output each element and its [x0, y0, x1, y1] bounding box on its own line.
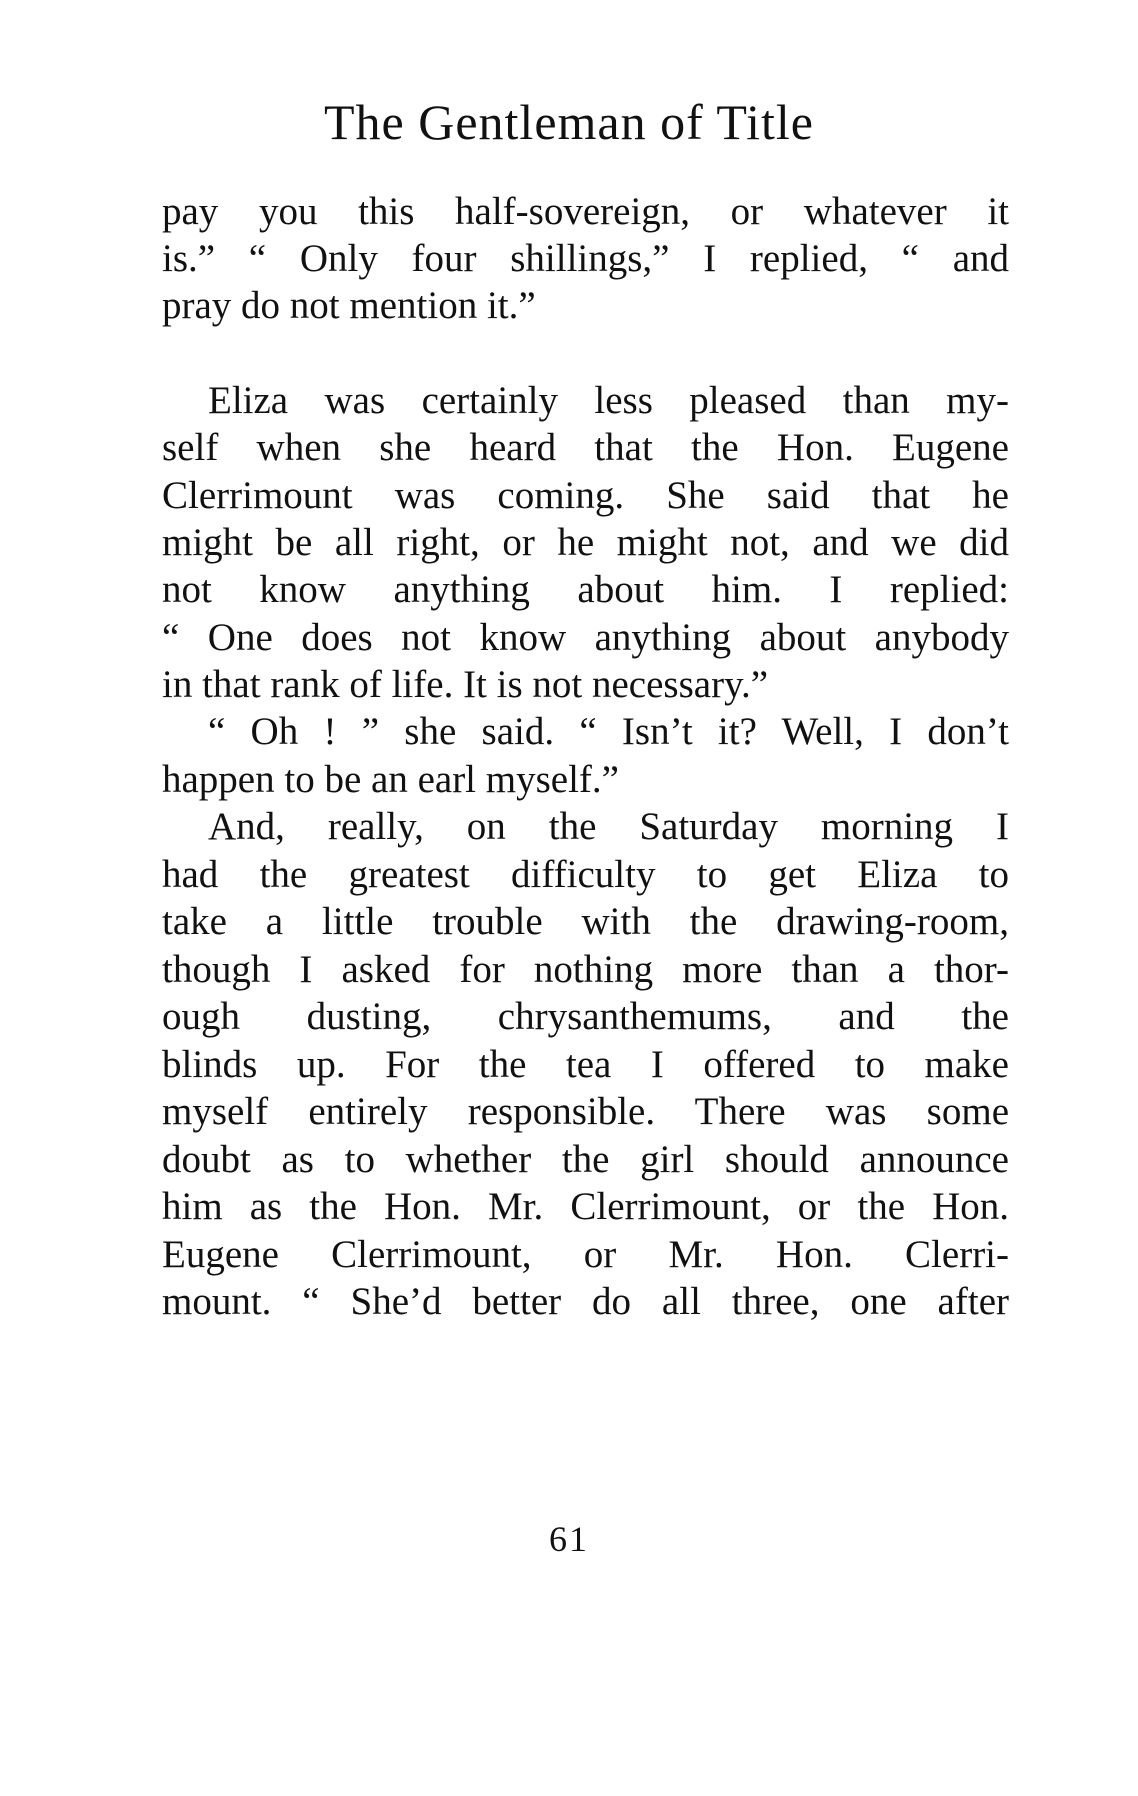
text-line: happen to be an earl myself.”	[162, 758, 619, 801]
text-line: mount. “ She’d better do all three, one after	[162, 1280, 1009, 1323]
text-line: pay you this half-sovereign, or whatever it	[162, 190, 1009, 233]
text-line: doubt as to whether the girl should announce	[162, 1138, 1009, 1181]
text-line: not know anything about him. I replied:	[162, 568, 1009, 611]
text-line: might be all right, or he might not, and we did	[162, 521, 1009, 564]
text-line: “ One does not know anything about anybody	[162, 616, 1009, 659]
text-line: ough dusting, chrysanthemums, and the	[162, 995, 1009, 1038]
text-line: pray do not mention it.”	[162, 284, 536, 327]
text-line: And, really, on the Saturday morning I	[208, 805, 1009, 848]
text-line: myself entirely responsible. There was some	[162, 1090, 1009, 1133]
text-line: “ Oh ! ” she said. “ Isn’t it? Well, I don’t	[208, 710, 1009, 753]
text-line: take a little trouble with the drawing-room,	[162, 900, 1009, 943]
text-line: is.” “ Only four shillings,” I replied, “ and	[162, 237, 1009, 280]
text-line: Eliza was certainly less pleased than my-	[208, 379, 1009, 422]
text-line: in that rank of life. It is not necessary.”	[162, 663, 769, 706]
page-number: 61	[549, 1519, 589, 1559]
text-line: him as the Hon. Mr. Clerrimount, or the Hon.	[162, 1185, 1009, 1228]
text-line: blinds up. For the tea I offered to make	[162, 1043, 1009, 1086]
text-line: though I asked for nothing more than a thor-	[162, 948, 1009, 991]
text-line: self when she heard that the Hon. Eugene	[162, 426, 1009, 469]
running-head: The Gentleman of Title	[324, 94, 814, 150]
text-line: Clerrimount was coming. She said that he	[162, 474, 1009, 517]
text-line: Eugene Clerrimount, or Mr. Hon. Clerri-	[162, 1233, 1009, 1276]
text-line: had the greatest difficulty to get Eliza to	[162, 853, 1009, 896]
